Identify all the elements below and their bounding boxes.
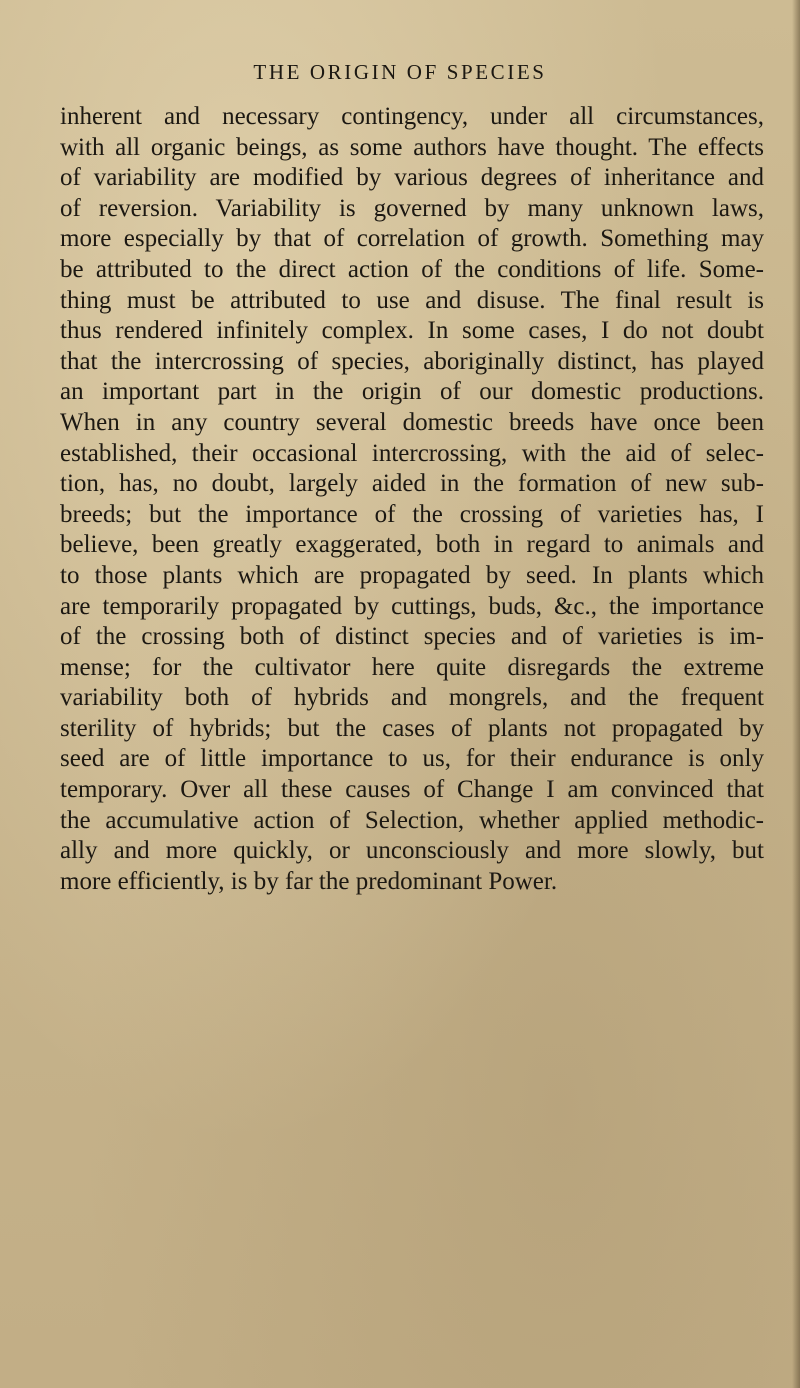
text-line: of reversion. Variability is governed by many unknown laws, — [60, 194, 764, 222]
text-line: inherent and necessary contingency, under all circumstances, — [60, 103, 764, 130]
text-line: that the intercrossing of species, aboriginally distinct, has played — [60, 347, 764, 375]
text-line: variability both of hybrids and mongrels, and the frequent — [60, 684, 764, 712]
text-line: believe, been greatly exaggerated, both in regard to animals and — [60, 531, 764, 559]
text-line: the accumulative action of Selection, whether applied methodic- — [60, 806, 764, 834]
body-paragraph — [60, 102, 764, 897]
text-line: thus rendered infinitely complex. In some cases, I do not doubt — [60, 317, 764, 345]
text-line: thing must be attributed to use and disuse. The final result is — [60, 286, 764, 314]
text-line: temporary. Over all these causes of Change I am convinced that — [60, 776, 764, 804]
text-line: of variability are modified by various degrees of inheritance and — [60, 164, 764, 192]
text-line: seed are of little importance to us, for their endurance is only — [60, 745, 764, 773]
text-line: more especially by that of correlation of growth. Something may — [60, 225, 764, 253]
text-line: tion, has, no doubt, largely aided in the formation of new sub- — [60, 470, 764, 498]
text-line: When in any country several domestic breeds have once been — [60, 408, 764, 436]
text-line: ally and more quickly, or unconsciously and more slowly, but — [60, 837, 764, 865]
text-line: to those plants which are propagated by seed. In plants which — [60, 561, 764, 589]
page-edge-shadow — [792, 0, 800, 1388]
text-line: established, their occasional intercrossing, with the aid of selec- — [60, 439, 764, 467]
text-line: an important part in the origin of our domestic productions. — [60, 378, 764, 406]
text-line: with all organic beings, as some authors have thought. The effects — [60, 133, 764, 161]
text-line: of the crossing both of distinct species and of varieties is im- — [60, 623, 764, 651]
text-line: be attributed to the direct action of the conditions of life. Some- — [60, 255, 764, 283]
running-head: THE ORIGIN OF SPECIES — [253, 60, 547, 84]
text-line: mense; for the cultivator here quite disregards the extreme — [60, 653, 764, 681]
text-line: sterility of hybrids; but the cases of plants not propagated by — [60, 714, 764, 742]
text-line: are temporarily propagated by cuttings, buds, &c., the importance — [60, 592, 764, 620]
text-line: breeds; but the importance of the crossing of varieties has, I — [60, 500, 764, 528]
text-line: more efficiently, is by far the predominant Power. — [60, 867, 558, 895]
